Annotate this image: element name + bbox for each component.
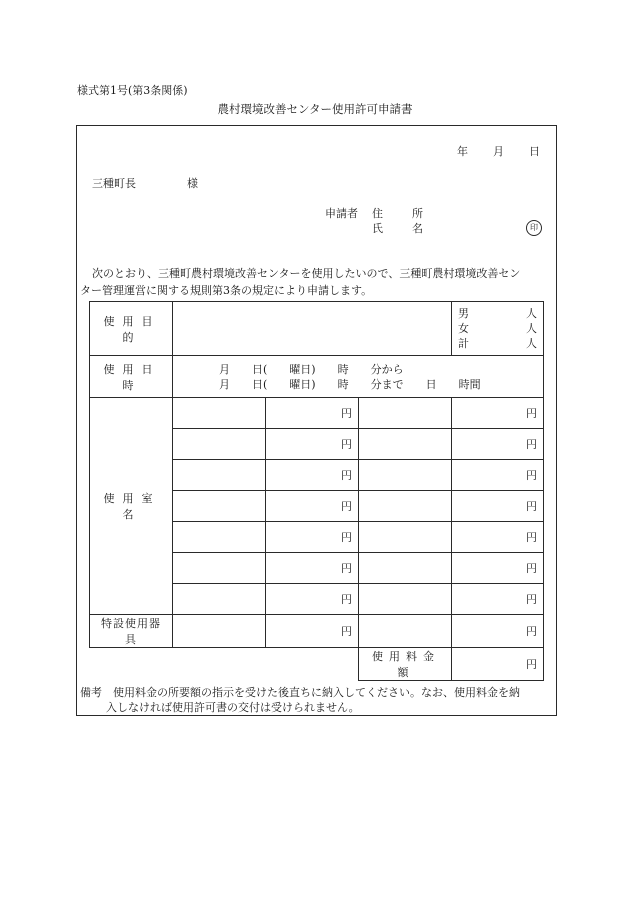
intro-text-line-2: ター管理運営に関する規則第3条の規定により申請します。 <box>80 284 373 297</box>
date-year-label: 年 <box>457 145 468 158</box>
equipment-fee-field[interactable]: 円 <box>266 615 359 648</box>
room-name-field[interactable] <box>359 460 452 491</box>
datetime-row <box>90 356 544 398</box>
date-month-label: 月 <box>493 145 504 158</box>
form-title: 農村環境改善センター使用許可申請書 <box>217 102 413 116</box>
room-fee-field[interactable]: 円 <box>452 491 544 522</box>
applicant-name-label: 氏 名 <box>372 222 432 235</box>
equipment-fee-field[interactable]: 円 <box>452 615 544 648</box>
room-fee-field[interactable]: 円 <box>266 522 359 553</box>
room-name-field[interactable] <box>173 522 266 553</box>
datetime-to-line: 月 日( 曜日) 時 分まで 日 時間 <box>219 377 481 391</box>
fee-total-spacer <box>90 648 359 681</box>
fee-total-field[interactable]: 円 <box>452 648 544 681</box>
datetime-label: 使用日時 <box>90 356 173 398</box>
room-fee-field[interactable]: 円 <box>266 429 359 460</box>
room-fee-field[interactable]: 円 <box>452 522 544 553</box>
attendance-total: 計 人 <box>458 337 538 350</box>
equipment-row <box>90 615 544 648</box>
room-name-field[interactable] <box>173 460 266 491</box>
room-fee-field[interactable]: 円 <box>452 398 544 429</box>
room-name-field[interactable] <box>173 553 266 584</box>
purpose-label: 使用目的 <box>90 302 173 356</box>
equipment-name-field[interactable] <box>173 615 266 648</box>
room-name-field[interactable] <box>359 584 452 615</box>
room-name-field[interactable] <box>173 429 266 460</box>
room-fee-field[interactable]: 円 <box>266 491 359 522</box>
attendance-female: 女 人 <box>458 322 538 335</box>
equipment-label: 特設使用器具 <box>90 615 173 648</box>
addressee-name: 三種町長 <box>92 177 136 190</box>
attendance-male: 男 人 <box>458 307 538 320</box>
room-name-field[interactable] <box>359 429 452 460</box>
room-fee-field[interactable]: 円 <box>266 398 359 429</box>
purpose-row <box>90 302 544 356</box>
seal-mark-icon: 印 <box>526 220 542 236</box>
remarks-line-1: 備考 使用料金の所要額の指示を受けた後直ちに納入してください。なお、使用料金を納 <box>80 686 520 699</box>
room-fee-field[interactable]: 円 <box>266 584 359 615</box>
purpose-field[interactable] <box>173 302 452 356</box>
addressee-honorific: 様 <box>187 177 198 190</box>
room-name-field[interactable] <box>359 398 452 429</box>
fee-total-label: 使用料金額 <box>359 648 452 681</box>
room-fee-field[interactable]: 円 <box>266 553 359 584</box>
equipment-name-field[interactable] <box>359 615 452 648</box>
room-name-field[interactable] <box>173 491 266 522</box>
application-table <box>89 301 544 681</box>
room-fee-field[interactable]: 円 <box>266 460 359 491</box>
room-name-field[interactable] <box>173 584 266 615</box>
datetime-from-line: 月 日( 曜日) 時 分から <box>219 362 404 376</box>
room-label: 使用室名 <box>90 398 173 615</box>
room-fee-field[interactable]: 円 <box>452 429 544 460</box>
room-fee-field[interactable]: 円 <box>452 553 544 584</box>
fee-total-row <box>90 648 544 681</box>
remarks-line-2: 入しなければ使用許可書の交付は受けられません。 <box>106 701 360 714</box>
form-number-label: 様式第1号(第3条関係) <box>77 84 188 97</box>
intro-text-line-1: 次のとおり、三種町農村環境改善センターを使用したいので、三種町農村環境改善セン <box>92 267 521 280</box>
room-fee-field[interactable]: 円 <box>452 460 544 491</box>
room-name-field[interactable] <box>359 491 452 522</box>
applicant-label: 申請者 <box>325 207 358 220</box>
applicant-address-label: 住 所 <box>372 207 432 220</box>
date-day-label: 日 <box>529 145 540 158</box>
datetime-field[interactable] <box>173 356 544 398</box>
room-name-field[interactable] <box>173 398 266 429</box>
room-name-field[interactable] <box>359 522 452 553</box>
room-fee-field[interactable]: 円 <box>452 584 544 615</box>
room-row <box>90 398 544 429</box>
attendance-cell[interactable] <box>452 302 544 356</box>
room-name-field[interactable] <box>359 553 452 584</box>
